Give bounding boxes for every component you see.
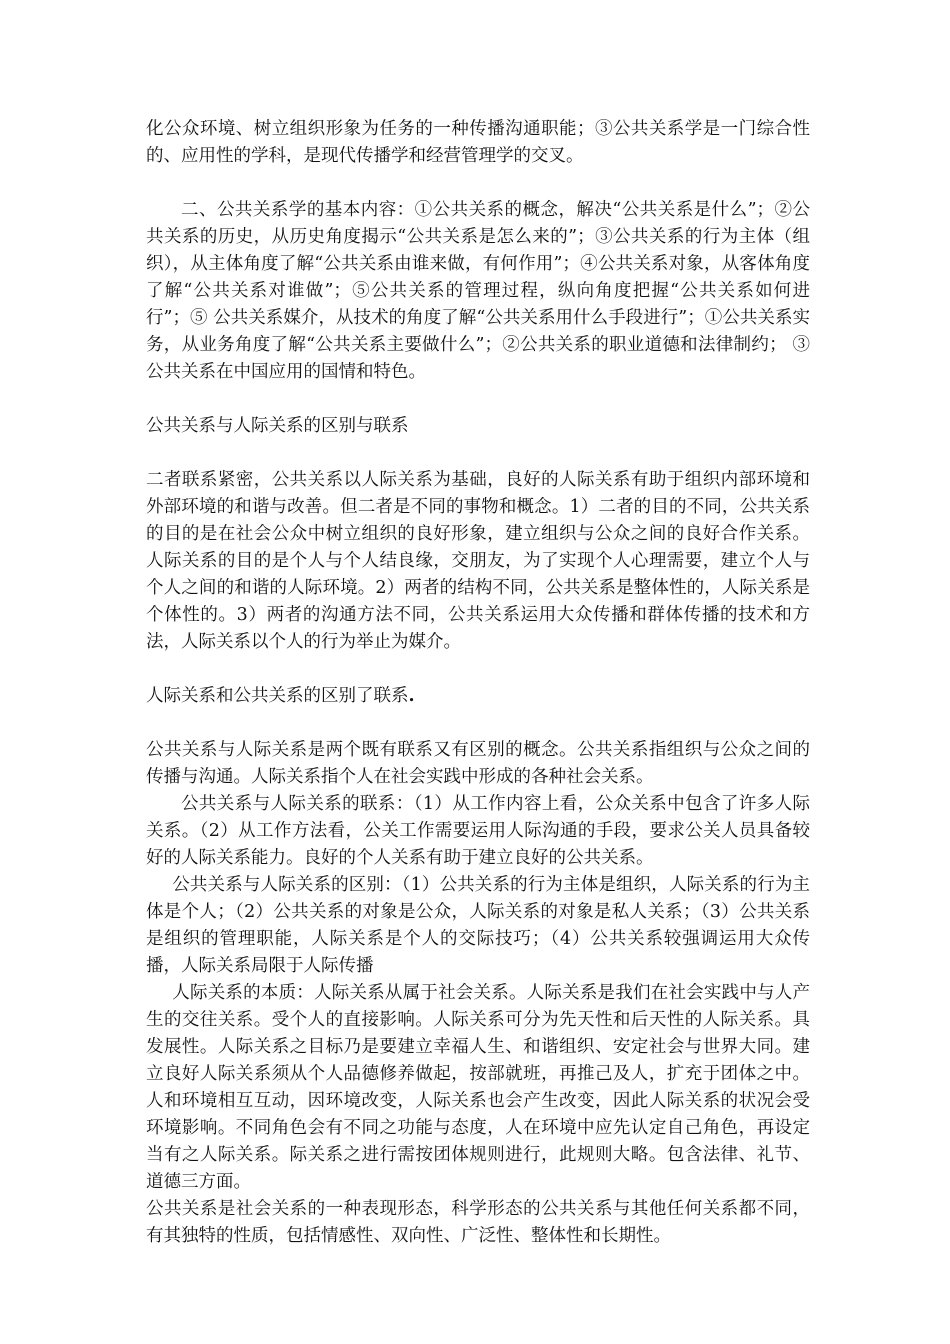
paragraph-intro-continuation: 化公众环境、树立组织形象为任务的一种传播沟通职能；③公共关系学是一门综合性的、应用性的学科，是现代传播学和经营管理学的交叉。 [146,119,810,166]
paragraph-close-connection: 二者联系紧密，公共关系以人际关系为基础，良好的人际关系有助于组织内部环境和外部环境的和谐与改善。但二者是不同的事物和概念。1）二者的目的不同，公共关系的目的是在社会公众中树立组织的良好形象，建立组织与公众之间的良好合作关系。人际关系的目的是个人与个人结良缘，交朋友，为了实现个人心理需要，建立个人与个人之间的和谐的人际环境。2）两者的结构不同，公共关系是整体性的，人际关系是个体性的。3）两者的沟通方法不同，公共关系运用大众传播和群体传播的技术和方法，人际关系以个人的行为举止为媒介。 [146,470,810,652]
heading-text: 人际关系和公共关系的区别了联系 [146,686,409,706]
section-heading-difference-and-connection: 公共关系与人际关系的区别与联系 [146,416,409,436]
paragraph-gap [146,386,810,413]
section-heading-interpersonal-and-public [146,683,810,710]
paragraph-gap [146,656,810,683]
paragraph-gap [146,170,810,197]
paragraph-gap [146,440,810,467]
paragraph-differences: 公共关系与人际关系的区别：（1）公共关系的行为主体是组织，人际关系的行为主体是个人；（2）公共关系的对象是公众，人际关系的对象是私人关系；（3）公共关系是组织的管理职能，人际关系是个人的交际技巧；（4）公共关系较强调运用大众传播，人际关系局限于人际传播 [146,875,810,976]
paragraph-basic-content: 二、公共关系学的基本内容：①公共关系的概念，解决“公共关系是什么”；②公共关系的历史，从历史角度揭示“公共关系是怎么来的”；③公共关系的行为主体（组织），从主体角度了解“公共关系由谁来做，有何作用”；④公共关系对象，从客体角度了解“公共关系对谁做”；⑤公共关系的管理过程，纵向角度把握“公共关系如何进行”；⑤ 公共关系媒介，从技术的角度了解“公共关系用什么手段进行”；①公共关系实务，从业务角度了解“公共关系主要做什么”；②公共关系的职业道德和法律制约； ③公共关系在中国应用的国情和特色。 [146,200,810,382]
paragraph-connection: 公共关系与人际关系的联系：（1）从工作内容上看，公众关系中包含了许多人际关系。（2）从工作方法看，公关工作需要运用人际沟通的手段，要求公关人员具备较好的人际关系能力。良好的个人关系有助于建立良好的公共关系。 [146,794,810,868]
paragraph-two-concepts: 公共关系与人际关系是两个既有联系又有区别的概念。公共关系指组织与公众之间的传播与沟通。人际关系指个人在社会实践中形成的各种社会关系。 [146,740,810,787]
heading-period: . [408,686,415,706]
document-page [146,116,810,1250]
paragraph-essence: 人际关系的本质：人际关系从属于社会关系。人际关系是我们在社会实践中与人产生的交往关系。受个人的直接影响。人际关系可分为先天性和后天性的人际关系。具发展性。人际关系之目标乃是要建立幸福人生、和谐组织、安定社会与世界大同。建立良好人际关系须从个人品德修养做起，按部就班，再推己及人，扩充于团体之中。人和环境相互互动，因环境改变，人际关系也会产生改变，因此人际关系的状况会受环境影响。不同角色会有不同之功能与态度，人在环境中应先认定自己角色，再设定当有之人际关系。际关系之进行需按团体规则进行，此规则大略。包含法律、礼节、道德三方面。 [146,983,810,1192]
paragraph-public-relation-nature: 公共关系是社会关系的一种表现形态，科学形态的公共关系与其他任何关系都不同，有其独特的性质，包括情感性、双向性、广泛性、整体性和长期性。 [146,1199,810,1246]
paragraph-gap [146,710,810,737]
